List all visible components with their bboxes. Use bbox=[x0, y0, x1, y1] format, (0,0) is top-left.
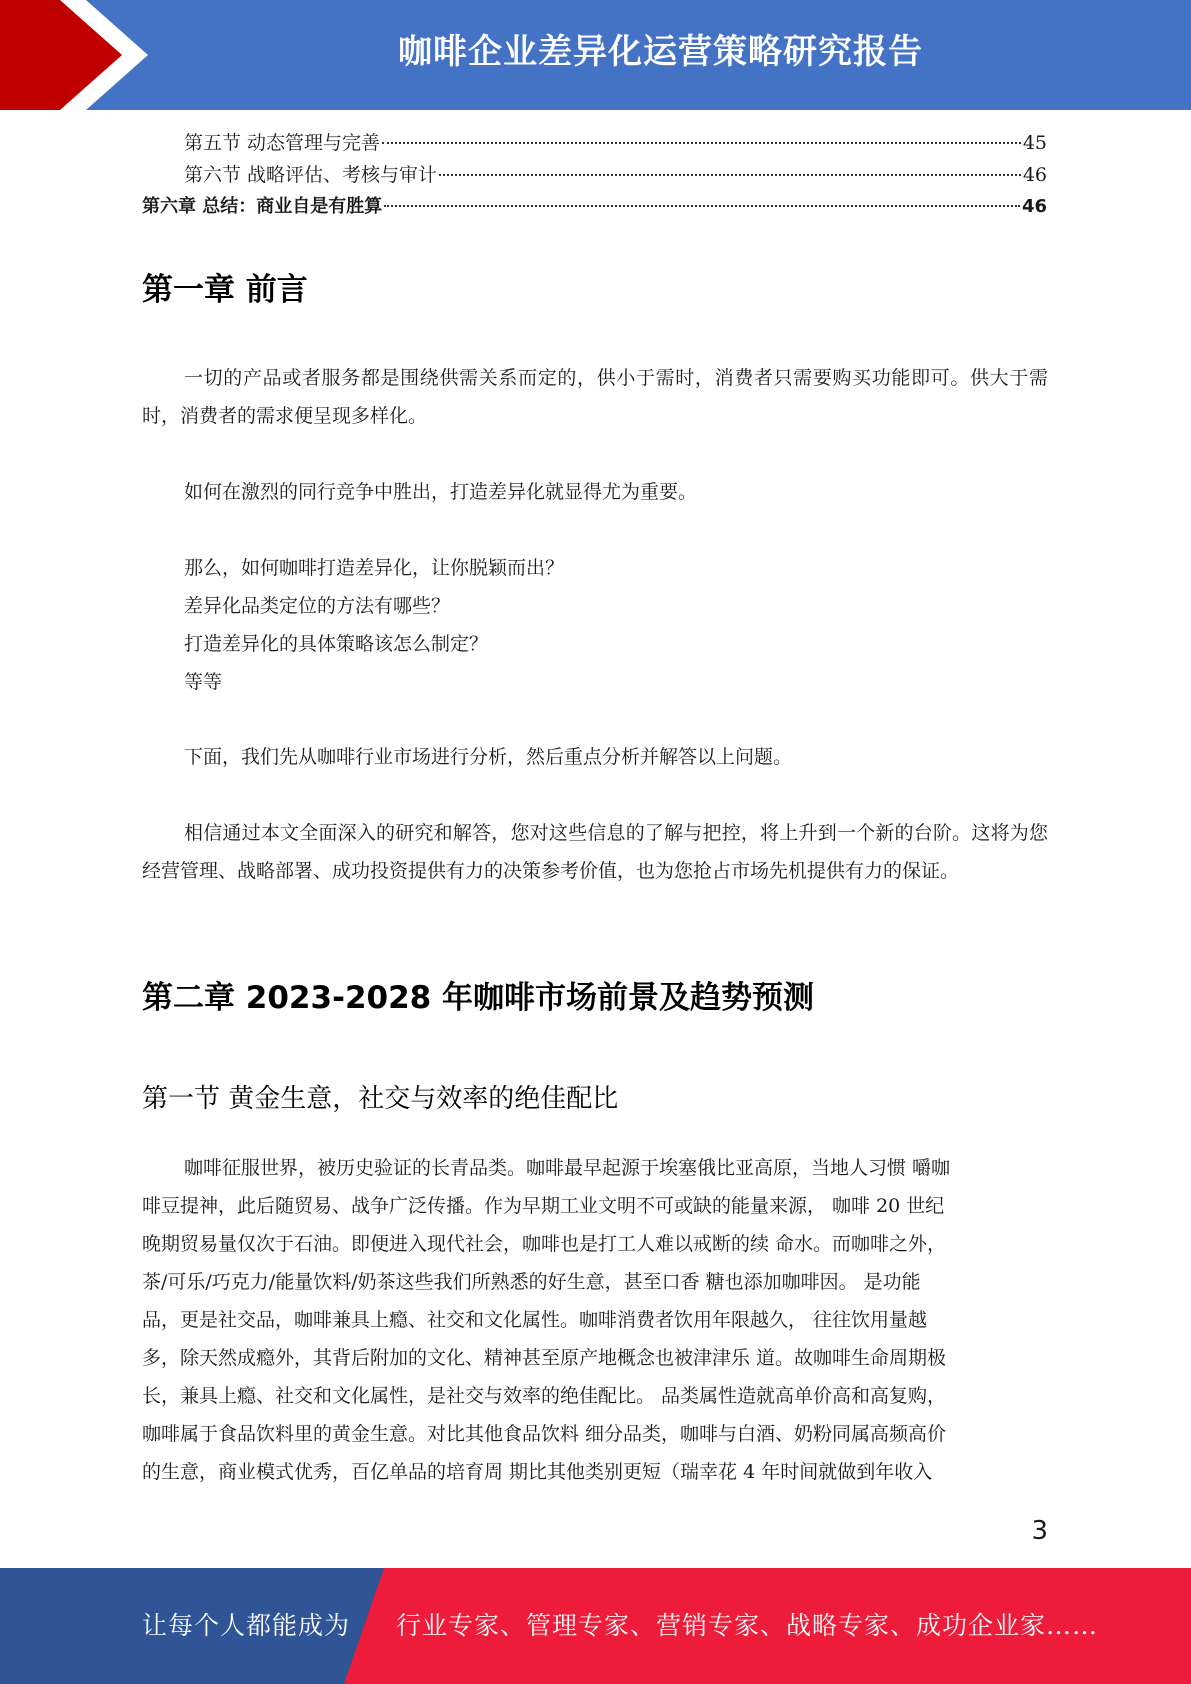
toc-entry[interactable] bbox=[142, 160, 1047, 192]
toc-entry-page: 45 bbox=[1022, 132, 1047, 154]
chapter1-paragraph-1: 一切的产品或者服务都是围绕供需关系而定的，供小于需时，消费者只需要购买功能即可。供大于需时，消费者的需求便呈现多样化。 bbox=[142, 367, 1048, 427]
toc-entry[interactable] bbox=[142, 192, 1047, 224]
toc-entry-label: 第五节 动态管理与完善 bbox=[184, 132, 381, 154]
body-line: 茶/可乐/巧克力/能量饮料/奶茶这些我们所熟悉的好生意，甚至口香 糖也添加咖啡因。 是功能 bbox=[142, 1271, 921, 1293]
body-line: 长，兼具上瘾、社交和文化属性，是社交与效率的绝佳配比。 品类属性造就高单价高和高复购， bbox=[142, 1385, 947, 1407]
toc-leader-dots bbox=[382, 142, 1021, 144]
body-line: 多，除天然成瘾外，其背后附加的文化、精神甚至原产地概念也被津津乐 道。故咖啡生命周期极 bbox=[142, 1347, 947, 1369]
section1-body bbox=[142, 1149, 1048, 1491]
toc-leader-dots bbox=[439, 174, 1021, 176]
body-line: 咖啡属于食品饮料里的黄金生意。对比其他食品饮料 细分品类，咖啡与白酒、奶粉同属高频高价 bbox=[142, 1423, 947, 1445]
chapter1-paragraph-3: 下面，我们先从咖啡行业市场进行分析，然后重点分析并解答以上问题。 bbox=[184, 746, 793, 768]
chapter1-paragraph-4: 相信通过本文全面深入的研究和解答，您对这些信息的了解与把控，将上升到一个新的台阶。这将为您经营管理、战略部署、成功投资提供有力的决策参考价值，也为您抢占市场先机提供有力的保证。 bbox=[142, 822, 1048, 882]
body-line: 的生意，商业模式优秀，百亿单品的培育周 期比其他类别更短（瑞幸花 4 年时间就做到年收入 bbox=[142, 1461, 933, 1483]
question-item: 等等 bbox=[184, 671, 223, 693]
body-line: 啡豆提神，此后随贸易、战争广泛传播。作为早期工业文明不可或缺的能量来源， 咖啡 20 世纪 bbox=[142, 1195, 945, 1217]
chapter1-paragraph-2: 如何在激烈的同行竞争中胜出，打造差异化就显得尤为重要。 bbox=[184, 481, 698, 503]
footer-slogan-left: 让每个人都能成为 bbox=[142, 1611, 351, 1640]
footer-band bbox=[0, 1568, 1191, 1684]
header-band bbox=[0, 0, 1191, 110]
question-item: 打造差异化的具体策略该怎么制定？ bbox=[184, 633, 489, 655]
footer-slogan-right: 行业专家、管理专家、营销专家、战略专家、成功企业家…… bbox=[396, 1611, 1099, 1640]
toc-entry-page: 46 bbox=[1021, 196, 1047, 217]
toc-entry-page: 46 bbox=[1022, 164, 1047, 186]
chapter1-question-list bbox=[184, 549, 564, 701]
toc-entry-label: 第六章 总结：商业自是有胜算 bbox=[142, 196, 383, 217]
report-title: 咖啡企业差异化运营策略研究报告 bbox=[398, 32, 923, 72]
question-item: 差异化品类定位的方法有哪些？ bbox=[184, 595, 451, 617]
chapter2-heading: 第二章 2023-2028 年咖啡市场前景及趋势预测 bbox=[142, 980, 815, 1016]
toc-leader-dots bbox=[384, 205, 1020, 207]
body-line: 晚期贸易量仅次于石油。即便进入现代社会，咖啡也是打工人难以戒断的续 命水。而咖啡之外， bbox=[142, 1233, 947, 1255]
chapter1-heading: 第一章 前言 bbox=[142, 272, 308, 308]
body-line: 咖啡征服世界，被历史验证的长青品类。咖啡最早起源于埃塞俄比亚高原，当地人习惯 嚼咖 bbox=[184, 1157, 951, 1179]
body-line: 品，更是社交品，咖啡兼具上瘾、社交和文化属性。咖啡消费者饮用年限越久， 往往饮用量越 bbox=[142, 1309, 928, 1331]
toc-entry-label: 第六节 战略评估、考核与审计 bbox=[184, 164, 438, 186]
table-of-contents bbox=[142, 128, 1047, 224]
page-number: 3 bbox=[1031, 1516, 1048, 1546]
section1-heading: 第一节 黄金生意，社交与效率的绝佳配比 bbox=[142, 1084, 619, 1114]
toc-entry[interactable] bbox=[142, 128, 1047, 160]
question-item: 那么，如何咖啡打造差异化，让你脱颖而出？ bbox=[184, 557, 565, 579]
